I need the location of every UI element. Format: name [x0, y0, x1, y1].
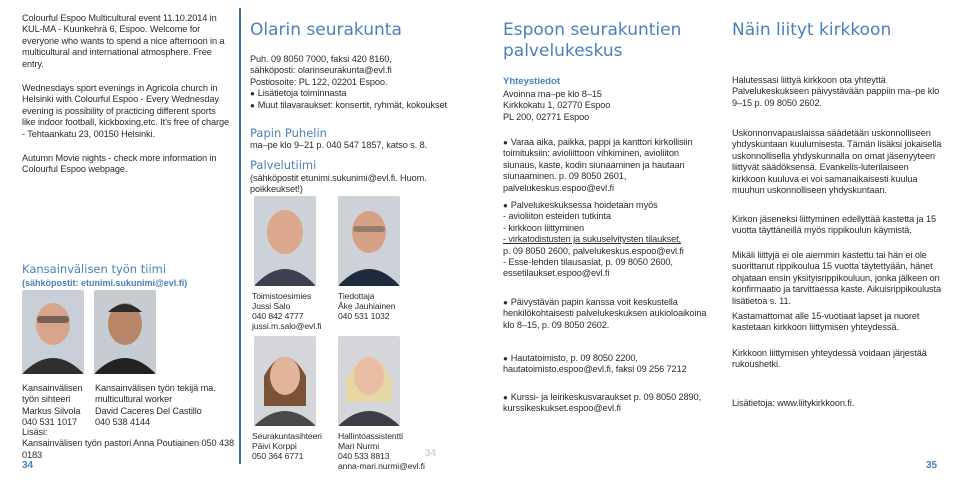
- street-address: Kirkkokatu 1, 02770 Espoo: [503, 100, 611, 111]
- person-phone: 040 533 8813: [338, 451, 390, 461]
- service-line: p. 09 8050 2600, palvelukeskus.espoo@evl.fi: [503, 245, 684, 256]
- postal-address: PL 200, 02771 Espoo: [503, 111, 590, 122]
- also-handled-heading: ● Palvelukeskuksessa hoidetaan myös: [503, 200, 713, 211]
- additional-info-label: Lisäsi:: [22, 427, 48, 437]
- photo-paivi-korppi: [254, 336, 316, 426]
- join-paragraph-2: Uskonnonvapauslaissa säädetään uskonnolliseen yhdyskuntaan kuulumisesta. Tämän lisäksi jokaisella uskonnollisella yhdyskunnalla on omat jäsenyyteen liittyvät säädöksensä. Evankelis-luterilaiseen kirkkoon kuuluva ei voi samanaikaisesti kuulua muuhun uskonnolliseen yhdyskuntaan.: [732, 128, 942, 196]
- page-number-center: 34: [425, 448, 437, 459]
- olari-title: Olarin seurakunta: [250, 20, 402, 40]
- person-phone: 040 538 4144: [95, 417, 151, 428]
- service-team-text: (sähköpostit etunimi.sukunimi@evl.fi. Huom. poikkeukset!): [250, 173, 427, 195]
- person-role: Tiedottaja: [338, 291, 375, 301]
- course-center-bullet: ● Kurssi- ja leirikeskusvaraukset p. 09 8050 2890, kurssikeskukset.espoo@evl.fi: [503, 392, 713, 415]
- person-markus: [22, 383, 92, 429]
- movie-paragraph: Autumn Movie nights - check more information in Colourful Espoo webpage.: [22, 153, 217, 175]
- also-handled-block: [503, 200, 713, 280]
- person-role: multicultural worker: [95, 394, 173, 405]
- olari-email: sähköposti: olarinseurakunta@evl.fi: [250, 65, 392, 76]
- join-paragraph-1: Halutessasi liittyä kirkkoon ota yhteyttä Palvelukeskukseen päivystävään pappiin ma–pe klo 9–15 p. 09 8050 2602.: [732, 75, 940, 108]
- olari-postal: Postiosoite: PL 122, 02201 Espoo.: [250, 76, 388, 87]
- booking-bullet: ● Varaa aika, paikka, pappi ja kanttori kirkollisiin toimituksiin: avioliittoon vihkiminen, avioliiton siunaus, kaste, kodin siunaaminen ja hautaan siunaaminen. p. 09 8050 2601, palvelukeskus.espoo@evl.fi: [503, 137, 713, 194]
- photo-jussi-salo: [254, 196, 316, 286]
- person-email: jussi.m.salo@evl.fi: [252, 321, 322, 331]
- person-role: Hallintoassistentti: [338, 431, 403, 441]
- person-phone: 050 364 6771: [252, 451, 304, 461]
- person-phone: 040 842 4777: [252, 311, 304, 321]
- service-line: essetilaukset.espoo@evl.fi: [503, 268, 610, 279]
- person-name: Åke Jauhiainen: [338, 301, 396, 311]
- service-center-title: Espoon seurakuntien palvelukeskus: [503, 20, 682, 61]
- photo-david-caceres: [94, 290, 156, 374]
- event-paragraph: Colourful Espoo Multicultural event 11.10.2014 in KUL-MA - Kuunkehrä 6, Espoo. Welcome for everyone who wants to spend a nice afternoon in a multicultural and international atmosphere. Free entry.: [22, 13, 225, 69]
- service-line: - virkatodistusten ja sukuselvitysten tilaukset,: [503, 234, 682, 245]
- funeral-office-bullet: ● Hautatoimisto, p. 09 8050 2200, hautatoimisto.espoo@evl.fi, faksi 09 256 7212: [503, 353, 713, 376]
- person-role: työn sihteeri: [22, 394, 71, 405]
- service-line: - avioliiton esteiden tutkinta: [503, 211, 611, 222]
- service-center-address: [503, 89, 713, 123]
- page-number-right: 35: [926, 460, 938, 471]
- person-ake: [338, 291, 438, 321]
- person-name: Päivi Korppi: [252, 441, 297, 451]
- contacts-heading: Yhteystiedot: [503, 76, 561, 87]
- person-name: David Caceres Del Castillo: [95, 405, 202, 416]
- join-paragraph-3: Kirkon jäseneksi liittyminen edellyttää kastetta ja 15 vuotta täyttäneillä myös rippikoulun käymistä.: [732, 214, 936, 236]
- page-number-left: 34: [22, 460, 34, 471]
- person-jussi: [252, 291, 338, 331]
- join-paragraph-6: Kirkkoon liittymisen yhteydessä voidaan järjestää rukoushetki.: [732, 348, 927, 370]
- photo-ake-jauhiainen: [338, 196, 400, 286]
- join-church-title: Näin liityt kirkkoon: [732, 20, 892, 40]
- olari-contact: [250, 54, 480, 111]
- join-paragraph-5: Kastamattomat alle 15-vuotiaat lapset ja nuoret kastetaan kirkkoon liittymisen yhteydessä.: [732, 311, 920, 333]
- person-mari: [338, 431, 438, 471]
- person-name: Mari Nurmi: [338, 441, 380, 451]
- person-role: Kansainvälisen: [22, 383, 83, 393]
- opening-hours: Avoinna ma–pe klo 8–15: [503, 89, 602, 99]
- person-phone: 040 531 1032: [338, 311, 390, 321]
- additional-info-text: Kansainvälisen työn pastori Anna Poutiainen 050 438 0183: [22, 438, 234, 460]
- more-info-link[interactable]: Lisätietoja: www.liitykirkkoon.fi.: [732, 398, 855, 408]
- photo-mari-nurmi: [338, 336, 400, 426]
- priest-phone-heading: Papin Puhelin: [250, 126, 327, 140]
- team-subheading: (sähköpostit: etunimi.sukunimi@evl.fi): [22, 278, 188, 288]
- olari-phone: Puh. 09 8050 7000, faksi 420 8160,: [250, 54, 392, 64]
- additional-info: [22, 427, 242, 461]
- person-email: anna-mari.nurmi@evl.fi: [338, 461, 425, 471]
- person-name: Jussi Salo: [252, 301, 291, 311]
- person-paivi: [252, 431, 338, 461]
- on-call-priest-bullet: ● Päivystävän papin kanssa voit keskustella henkilökohtaisesti palvelukeskuksen aukioloaikoina klo 8–15, p. 09 8050 2602.: [503, 297, 713, 331]
- olari-bullet: ● Lisätietoja toiminnasta: [250, 88, 480, 99]
- service-team-heading: Palvelutiimi: [250, 158, 317, 172]
- priest-phone-text: ma–pe klo 9–21 p. 040 547 1857, katso s. 8.: [250, 140, 428, 150]
- person-role: Kansainvälisen työn tekijä ma.: [95, 383, 216, 393]
- person-role: Seurakuntasihteeri: [252, 431, 322, 441]
- column-divider: [239, 8, 241, 464]
- team-heading: Kansainvälisen työn tiimi: [22, 262, 167, 276]
- olari-bullet: ● Muut tilavaraukset: konsertit, ryhmät, kokoukset: [250, 100, 480, 111]
- person-phone: 040 531 1017: [22, 417, 78, 428]
- service-line: - Esse-lehden tilausasiat, p. 09 8050 2600,: [503, 257, 673, 268]
- service-line: - kirkkoon liittyminen: [503, 222, 585, 233]
- join-paragraph-4: Mikäli liittyjä ei ole aiemmin kastettu tai hän ei ole suorittanut rippikoulua 15 vuotta täytettyään, hänet ohjataan ensin yksityisrippikouluun, jonka jälkeen on konfirmaatio ja tarvittaessa kaste. Aikuisrippikoulusta lisätietoa s. 11.: [732, 250, 941, 306]
- person-david: [95, 383, 235, 429]
- photo-markus-silvola: [22, 290, 84, 374]
- person-name: Markus Silvola: [22, 405, 81, 416]
- sports-paragraph: Wednesdays sport evenings in Agricola church in Helsinki with Colourful Espoo - Every Wednesday evening is possibility of practicing different sports like indoor football, kickboxing,etc. It's free of charge - Tehtaankatu 23, 00150 Helsinki.: [22, 83, 229, 139]
- person-role: Toimistoesimies: [252, 291, 312, 301]
